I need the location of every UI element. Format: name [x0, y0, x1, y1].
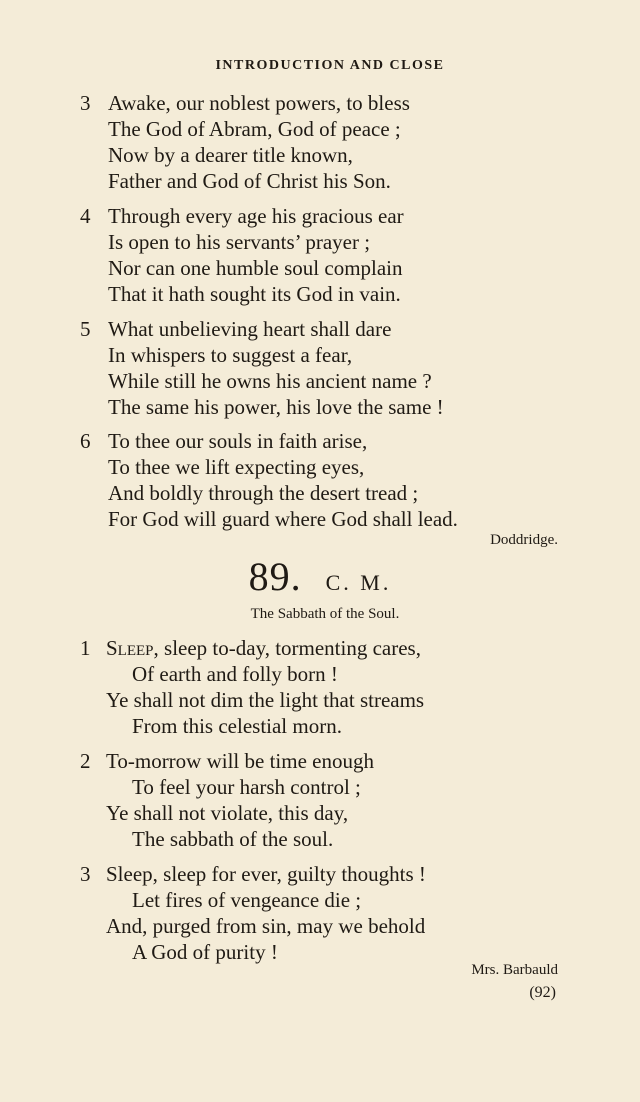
first-word: Sleep,	[106, 636, 159, 660]
verse-number: 3	[80, 862, 91, 886]
verse-line: The same his power, his love the same !	[108, 395, 444, 419]
verse-number: 4	[80, 204, 91, 228]
verse-number: 3	[80, 91, 91, 115]
verse-line: In whispers to suggest a fear,	[108, 343, 353, 367]
verse-line-rest: sleep to-day, tormenting cares,	[158, 636, 421, 660]
verse-number: 1	[80, 636, 91, 660]
running-header: INTRODUCTION AND CLOSE	[215, 58, 445, 73]
verse-line: Through every age his gracious ear	[108, 204, 404, 228]
verse-line: The sabbath of the soul.	[132, 827, 334, 851]
page-number: (92)	[529, 984, 556, 1001]
verse-line: What unbelieving heart shall dare	[108, 317, 392, 341]
verse-line: To thee we lift expecting eyes,	[108, 455, 365, 479]
verse-line: Nor can one humble soul complain	[108, 256, 403, 280]
verse-number: 2	[80, 749, 91, 773]
verse-number: 6	[80, 429, 91, 453]
verse-line: To feel your harsh control ;	[132, 775, 361, 799]
verse-line-first	[106, 635, 421, 661]
verse-line: And, purged from sin, may we behold	[106, 914, 426, 938]
verse-line: Of earth and folly born !	[132, 662, 338, 686]
verse-line: Sleep, sleep for ever, guilty thoughts !	[106, 862, 426, 886]
hymn-meter: C. M.	[325, 570, 392, 595]
verse-line: While still he owns his ancient name ?	[108, 369, 432, 393]
verse-line: For God will guard where God shall lead.	[108, 507, 458, 531]
hymn-number: 89.	[248, 554, 302, 599]
verse-line: The God of Abram, God of peace ;	[108, 117, 401, 141]
verse-line: A God of purity !	[132, 940, 278, 964]
verse-line: Ye shall not violate, this day,	[106, 801, 349, 825]
verse-line: Awake, our noblest powers, to bless	[108, 91, 410, 115]
verse-line: Let fires of vengeance die ;	[132, 888, 362, 912]
verse-line: Is open to his servants’ prayer ;	[108, 230, 371, 254]
verse-line: From this celestial morn.	[132, 714, 342, 738]
verse-line: To-morrow will be time enough	[106, 749, 374, 773]
verse-number: 5	[80, 317, 91, 341]
verse-line: Now by a dearer title known,	[108, 143, 353, 167]
attribution-doddridge: Doddridge.	[490, 532, 558, 548]
attribution-barbauld: Mrs. Barbauld	[471, 962, 558, 978]
hymn-title	[0, 553, 640, 600]
verse-line: Father and God of Christ his Son.	[108, 169, 391, 193]
verse-line: That it hath sought its God in vain.	[108, 282, 401, 306]
verse-line: To thee our souls in faith arise,	[108, 429, 368, 453]
verse-line: Ye shall not dim the light that streams	[106, 688, 425, 712]
verse-line: And boldly through the desert tread ;	[108, 481, 419, 505]
hymn-subtitle: The Sabbath of the Soul.	[250, 606, 400, 622]
